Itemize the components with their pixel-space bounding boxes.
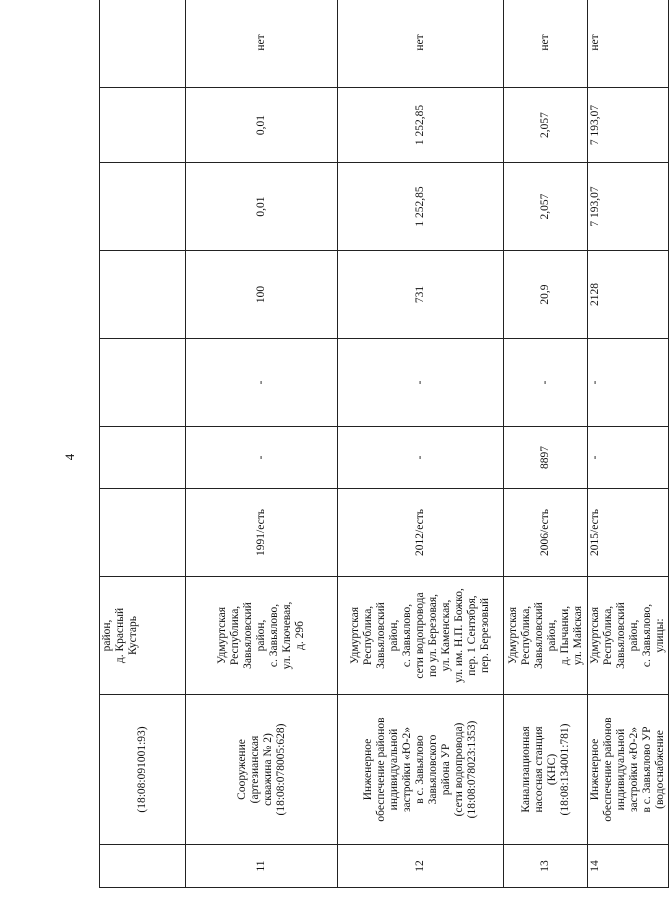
cell-text: 1991/есть	[255, 509, 267, 556]
cell-text: нет	[255, 34, 267, 51]
cell-text: -	[255, 380, 267, 385]
cell-text: 2006/есть	[539, 509, 551, 556]
cell-text: -	[414, 455, 426, 460]
table-row	[504, 0, 588, 888]
cell-text: 0,01	[255, 114, 267, 136]
table-cell-address	[588, 577, 669, 695]
table-cell-area	[186, 427, 338, 489]
cell-text: -	[589, 380, 601, 385]
table-row	[100, 0, 186, 888]
table-cell-year	[504, 489, 588, 577]
table-cell-length	[100, 339, 186, 427]
cell-text: нет	[589, 34, 601, 51]
cell-text: 2015/есть	[589, 509, 601, 556]
table-cell-year	[186, 489, 338, 577]
table-cell-num	[186, 845, 338, 888]
table-cell-encumbrance	[186, 0, 338, 88]
cell-text: нет	[539, 34, 551, 51]
cell-text: 20,9	[539, 284, 551, 305]
table-cell-residual-value	[186, 163, 338, 251]
cell-text: район, д. Красный Кустарь	[101, 607, 139, 664]
table-cell-num	[338, 845, 504, 888]
cell-text: Инженерное обеспечение районов индивидуальной застройки «Ю-2» в с. Завьялово УР (водоснабжение	[589, 717, 666, 822]
table-cell-area	[588, 427, 669, 489]
table-cell-name	[338, 695, 504, 845]
table-cell-book-value	[100, 251, 186, 339]
table-cell-num	[100, 845, 186, 888]
cell-text: Сооружение (артезианская скважина № 2) (18:08:078005:628)	[235, 723, 287, 816]
property-table	[99, 0, 669, 888]
cell-text: 2128	[589, 283, 601, 306]
table-cell-residual-value	[338, 163, 504, 251]
page-number: 4	[62, 453, 77, 461]
table-cell-address	[186, 577, 338, 695]
cell-text: нет	[414, 34, 426, 51]
table-cell-encumbrance	[338, 0, 504, 88]
cell-text: 8897	[539, 446, 551, 469]
table-cell-year	[100, 489, 186, 577]
cell-text: 13	[539, 860, 551, 872]
table-cell-address	[338, 577, 504, 695]
cell-text: 11	[255, 860, 267, 872]
table-cell-address	[504, 577, 588, 695]
table-cell-name	[588, 695, 669, 845]
cell-text: 7 193,07	[589, 186, 601, 227]
cell-text: 2,057	[539, 193, 551, 220]
cell-text: Удмуртская Республика, Завьяловский район, д. Пычанки, ул. Майская	[506, 602, 584, 669]
table-cell-depreciation	[186, 88, 338, 163]
cell-text: Удмуртская Республика, Завьяловский район, с. Завьялово, ул. Ключевая, д. 29б	[216, 601, 306, 670]
table-row	[338, 0, 504, 888]
cell-text: Канализационная насосная станция (КНС) (18:08:134001:781)	[519, 723, 571, 816]
table-cell-residual-value	[504, 163, 588, 251]
table-cell-encumbrance	[588, 0, 669, 88]
cell-text: 100	[255, 285, 267, 304]
table-cell-book-value	[186, 251, 338, 339]
cell-text: 14	[589, 860, 601, 872]
cell-text: 0,01	[255, 196, 267, 217]
table-cell-length	[186, 339, 338, 427]
table-cell-num	[504, 845, 588, 888]
table-cell-book-value	[338, 251, 504, 339]
table-cell-address	[100, 577, 186, 695]
cell-text: Удмуртская Республика, Завьяловский район, с. Завьялово, улицы:	[589, 602, 666, 669]
table-cell-encumbrance	[504, 0, 588, 88]
cell-text: 7 193,07	[589, 104, 601, 146]
table-cell-depreciation	[588, 88, 669, 163]
cell-text: -	[589, 455, 601, 460]
cell-text: 2012/есть	[414, 509, 426, 556]
table-cell-depreciation	[338, 88, 504, 163]
table-cell-area	[338, 427, 504, 489]
cell-text: 1 252,85	[414, 104, 426, 146]
cell-text: -	[255, 455, 267, 460]
table-cell-num	[588, 845, 669, 888]
table-row	[186, 0, 338, 888]
cell-text: (18:08:091001:93)	[136, 726, 148, 813]
table-cell-name	[504, 695, 588, 845]
cell-text: 2,057	[539, 112, 551, 138]
cell-text: Инженерное обеспечение районов индивидуальной застройки «Ю-2» в с. Завьялово Завьяловского района УР (сети водопровода) (18:08:078023:1353)	[362, 717, 478, 822]
cell-text: 1 252,85	[414, 186, 426, 227]
table-cell-length	[588, 339, 669, 427]
table-cell-area	[504, 427, 588, 489]
cell-text: -	[414, 380, 426, 385]
table-cell-depreciation	[504, 88, 588, 163]
table-cell-residual-value	[100, 163, 186, 251]
table-cell-residual-value	[588, 163, 669, 251]
cell-text: Удмуртская Республика, Завьяловский район, с. Завьялово, сети водопровода по ул. Березовая, ул. Каменская, ул. им. Н.П. Божко, пер. 1 Сентября, пер. Березовый	[349, 588, 491, 683]
table-row	[588, 0, 669, 888]
rotated-table-container	[99, 0, 666, 888]
cell-text: -	[539, 380, 551, 385]
cell-text: 12	[414, 860, 426, 872]
cell-text: 731	[414, 285, 426, 304]
table-cell-length	[504, 339, 588, 427]
table-cell-length	[338, 339, 504, 427]
table-cell-depreciation	[100, 88, 186, 163]
table-cell-name	[186, 695, 338, 845]
table-cell-area	[100, 427, 186, 489]
table-cell-encumbrance	[100, 0, 186, 88]
table-cell-year	[338, 489, 504, 577]
table-cell-book-value	[588, 251, 669, 339]
table-cell-name	[100, 695, 186, 845]
table-cell-book-value	[504, 251, 588, 339]
table-cell-year	[588, 489, 669, 577]
